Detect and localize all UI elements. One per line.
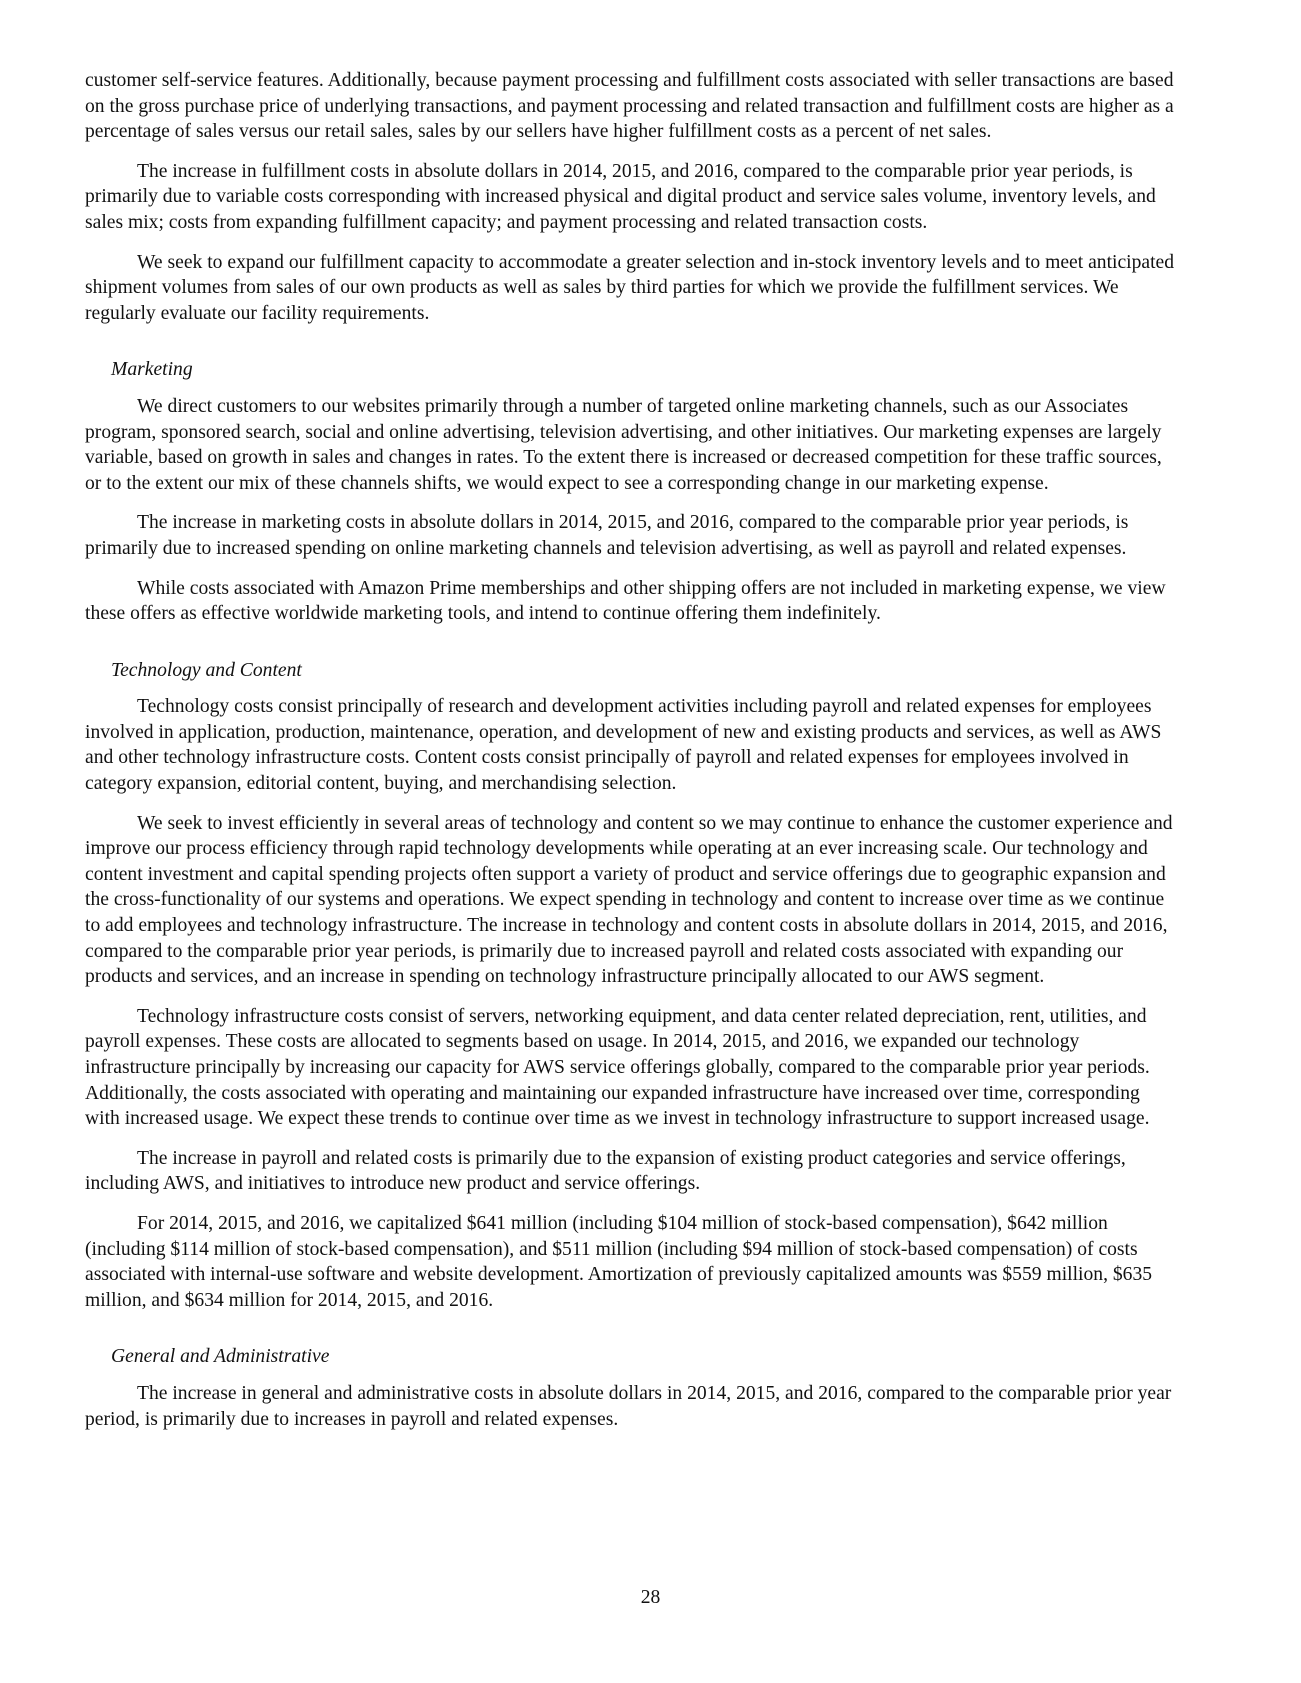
body-paragraph: The increase in general and administrative costs in absolute dollars in 2014, 2015, and 2016, compared to the comparable prior year period, is primarily due to increases in payroll and related expenses. (85, 1382, 1172, 1430)
body-paragraph: We seek to invest efficiently in several areas of technology and content so we may continue to enhance the customer experience and improve our process efficiency through rapid technology developments while operating at an ever increasing scale. Our technology and content investment and capital spending projects often support a variety of product and service offerings due to geographic expansion and the cross-functionality of our systems and operations. We expect spending in technology and content to increase over time as we continue to add employees and technology infrastructure. The increase in technology and content costs in absolute dollars in 2014, 2015, and 2016, compared to the comparable prior year periods, is primarily due to increased payroll and related costs associated with expanding our products and services, and an increase in spending on technology infrastructure principally allocated to our AWS segment. (85, 812, 1173, 988)
body-paragraph: While costs associated with Amazon Prime memberships and other shipping offers are not included in marketing expense, we view these offers as effective worldwide marketing tools, and intend to continue offering them indefinitely. (85, 577, 1166, 625)
technology-and-content-section (85, 658, 1179, 1314)
body-paragraph: Technology infrastructure costs consist of servers, networking equipment, and data center related depreciation, rent, utilities, and payroll expenses. These costs are allocated to segments based on usage. In 2014, 2015, and 2016, we expanded our technology infrastructure principally by increasing our capacity for AWS service offerings globally, compared to the comparable prior year periods. Additionally, the costs associated with operating and maintaining our expanded infrastructure have increased over time, corresponding with increased usage. We expect these trends to continue over time as we invest in technology infrastructure to support increased usage. (85, 1005, 1150, 1130)
body-paragraph: The increase in payroll and related costs is primarily due to the expansion of existing product categories and service offerings, including AWS, and initiatives to introduce new product and service offerings. (85, 1147, 1126, 1195)
body-paragraph: For 2014, 2015, and 2016, we capitalized $641 million (including $104 million of stock-based compensation), $642 million (including $114 million of stock-based compensation), and $511 million (including $94 million of stock-based compensation) of costs associated with internal-use software and website development. Amortization of previously capitalized amounts was $559 million, $635 million, and $634 million for 2014, 2015, and 2016. (85, 1212, 1153, 1311)
body-paragraph: Technology costs consist principally of research and development activities including payroll and related expenses for employees involved in application, production, maintenance, operation, and development of new and existing products and services, as well as AWS and other technology infrastructure costs. Content costs consist principally of payroll and related expenses for employees involved in category expansion, editorial content, buying, and merchandising selection. (85, 696, 1162, 795)
body-paragraph: The increase in fulfillment costs in absolute dollars in 2014, 2015, and 2016, compared to the comparable prior year periods, is primarily due to variable costs corresponding with increased physical and digital product and service sales volume, inventory levels, and sales mix; costs from expanding fulfillment capacity; and payment processing and related transaction costs. (85, 160, 1156, 233)
general-and-administrative-section (85, 1344, 1179, 1432)
section-heading-technology-and-content: Technology and Content (111, 659, 302, 681)
fulfillment-continuation-section (85, 68, 1179, 326)
body-paragraph: We seek to expand our fulfillment capacity to accommodate a greater selection and in-stock inventory levels and to meet anticipated shipment volumes from sales of our own products as well as sales by third parties for which we provide the fulfillment services. We regularly evaluate our facility requirements. (85, 251, 1175, 324)
marketing-section (85, 357, 1179, 626)
section-heading-general-and-administrative: General and Administrative (111, 1346, 330, 1368)
body-paragraph: The increase in marketing costs in absolute dollars in 2014, 2015, and 2016, compared to the comparable prior year periods, is primarily due to increased spending on online marketing channels and television advertising, as well as payroll and related expenses. (85, 512, 1129, 559)
body-paragraph: We direct customers to our websites primarily through a number of targeted online marketing channels, such as our Associates program, sponsored search, social and online advertising, television advertising, and other initiatives. Our marketing expenses are largely variable, based on growth in sales and changes in rates. To the extent there is increased or decreased competition for these traffic sources, or to the extent our mix of these channels shifts, we would expect to see a corresponding change in our marketing expense. (85, 395, 1162, 494)
page-number: 28 (640, 1587, 661, 1608)
body-paragraph: customer self-service features. Additionally, because payment processing and fulfillment costs associated with seller transactions are based on the gross purchase price of underlying transactions, and payment processing and related transaction and fulfillment costs are higher as a percentage of sales versus our retail sales, sales by our sellers have higher fulfillment costs as a percent of net sales. (85, 70, 1174, 143)
section-heading-marketing: Marketing (111, 359, 193, 381)
